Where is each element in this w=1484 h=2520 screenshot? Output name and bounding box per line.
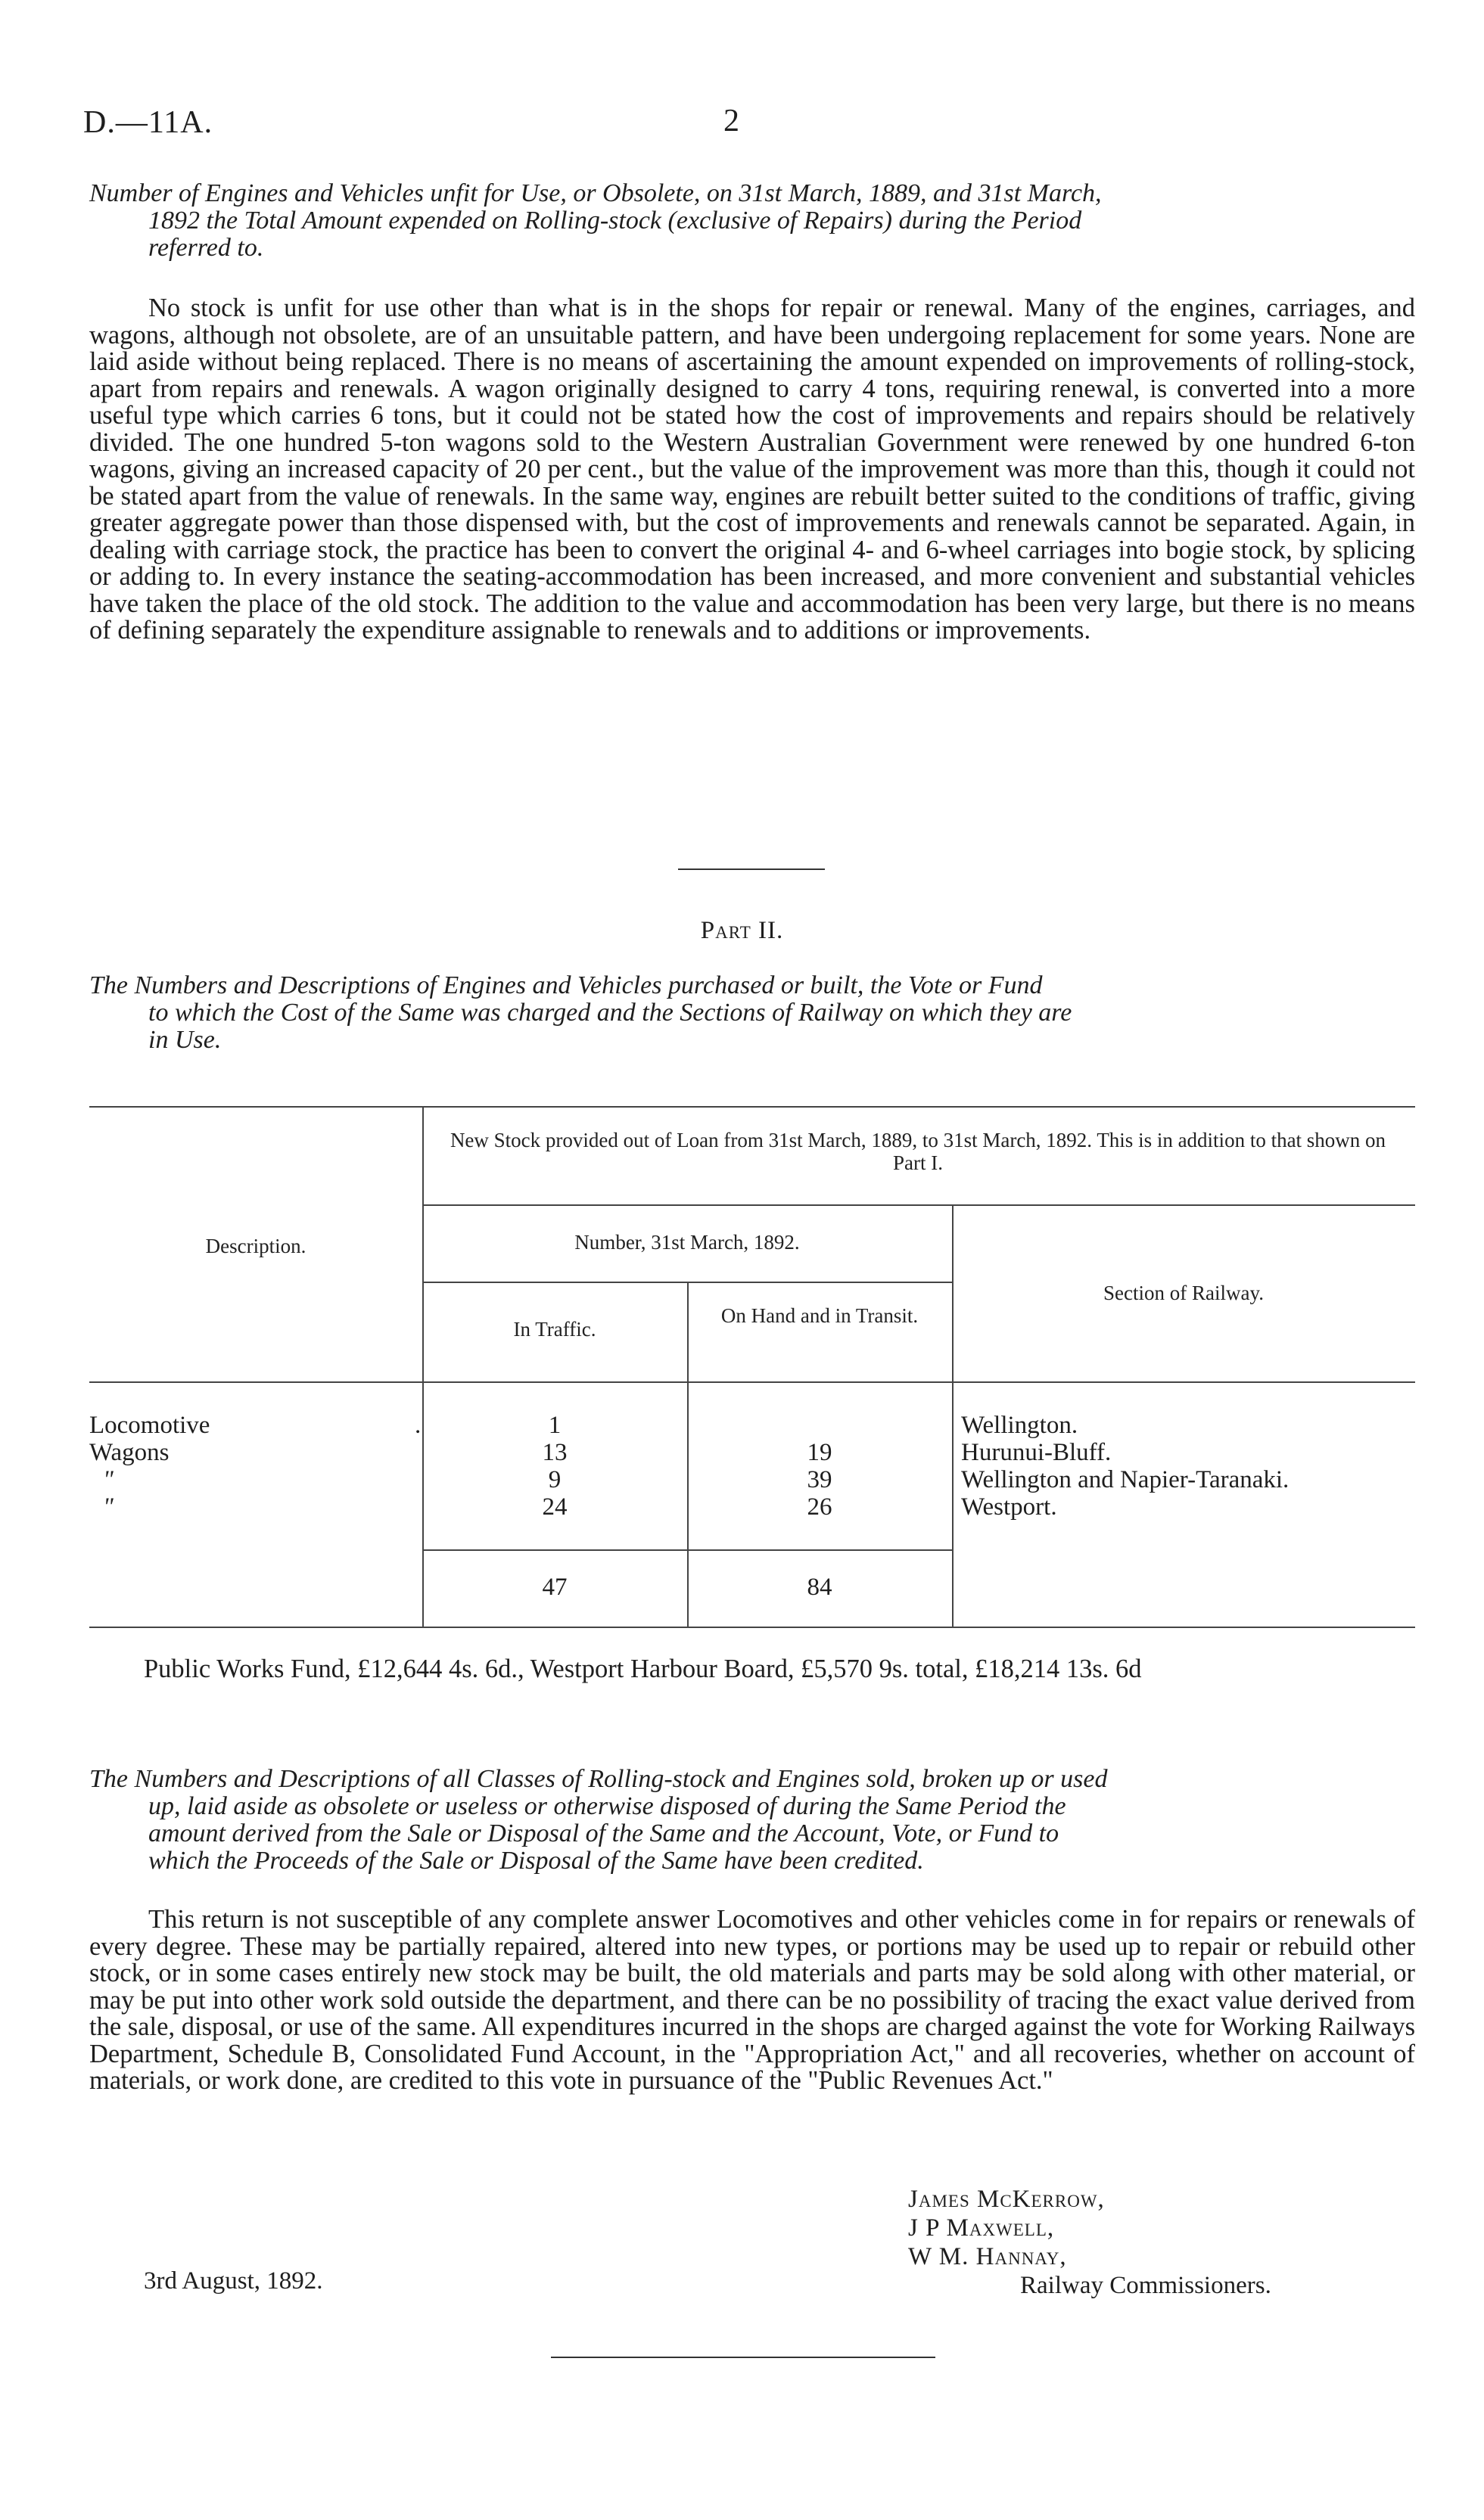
end-divider [551, 2357, 935, 2358]
row-on-hand: 26 [807, 1493, 832, 1521]
number-header: Number, 31st March, 1892. [574, 1231, 800, 1254]
divider [678, 868, 825, 870]
total-on-hand: 84 [807, 1574, 832, 1601]
heading-line: amount derived from the Sale or Disposal of the Same and the Account, Vote, or Fund to [148, 1819, 1059, 1847]
row-section: Wellington. [961, 1412, 1078, 1439]
signature-name: James McKerrow, [908, 2186, 1105, 2213]
signature-name: J P Maxwell, [908, 2214, 1055, 2242]
row-description: Wagons [89, 1439, 170, 1466]
heading-line: referred to. [148, 234, 264, 262]
row-section: Westport. [961, 1493, 1057, 1521]
group-header: New Stock provided out of Loan from 31st March, 1889, to 31st March, 1892. This is in addition to that shown on Part I. [450, 1129, 1386, 1174]
table-rule [89, 1381, 1415, 1383]
table-rule [422, 1106, 424, 1628]
row-description: Locomotive [89, 1412, 210, 1439]
table-rule [422, 1204, 1415, 1206]
section3-body: This return is not susceptible of any complete answer Locomotives and other vehicles come in for repairs or renewals of every degree. These may be partially repaired, altered into new types, or portions may be used up to repair or rebuild other stock, or in some cases entirely new stock may be built, the old materials and parts may be sold along with other material, or may be put into other work sold outside the department, and there can be no possibility of tracing the exact value derived from the sale, disposal, or use of the same. All expenditures incurred in the shops are charged against the vote for Working Railways Department, Schedule B, Consolidated Fund Account, in the "Appropriation Act," and all recoveries, whether on account of materials, or work done, are credited to this vote in pursuance of the "Public Revenues Act." [89, 1905, 1415, 2095]
section3-heading [89, 1766, 1410, 1875]
total-in-traffic: 47 [542, 1574, 568, 1601]
series-code: D.—11A. [83, 105, 213, 140]
signature-date: 3rd August, 1892. [144, 2267, 323, 2295]
row-in-traffic: 1 [548, 1412, 562, 1439]
heading-line: Number of Engines and Vehicles unfit for Use, or Obsolete, on 31st March, 1889, and 31st March, [89, 179, 1102, 207]
table-rule [89, 1106, 1415, 1108]
stock-table [89, 1106, 1415, 1628]
table-rule [952, 1204, 954, 1628]
section-header: Section of Railway. [1103, 1282, 1264, 1304]
funds-statement: Public Works Fund, £12,644 4s. 6d., Westport Harbour Board, £5,570 9s. total, £18,214 13s. 6d [144, 1655, 1142, 1683]
row-on-hand: 19 [807, 1439, 832, 1466]
table-rule [89, 1627, 1415, 1628]
part-title: Part II. [700, 917, 784, 944]
signature-title: Railway Commissioners. [1020, 2272, 1271, 2299]
heading-line: The Numbers and Descriptions of Engines and Vehicles purchased or built, the Vote or Fund [89, 971, 1043, 999]
row-description: " [103, 1493, 114, 1521]
heading-line: in Use. [148, 1026, 222, 1054]
row-section: Wellington and Napier-Taranaki. [961, 1466, 1290, 1493]
part2-heading [89, 972, 1410, 1054]
row-on-hand: 39 [807, 1466, 832, 1493]
row-in-traffic: 13 [542, 1439, 568, 1466]
heading-line: The Numbers and Descriptions of all Classes of Rolling-stock and Engines sold, broken up or used [89, 1765, 1108, 1793]
leader-dot: . [415, 1412, 422, 1439]
heading-line: up, laid aside as obsolete or useless or otherwise disposed of during the Same Period the [148, 1792, 1066, 1820]
row-section: Hurunui-Bluff. [961, 1439, 1112, 1466]
row-in-traffic: 9 [548, 1466, 562, 1493]
heading-line: to which the Cost of the Same was charged and the Sections of Railway on which they are [148, 999, 1072, 1027]
heading-line: 1892 the Total Amount expended on Rolling-stock (exclusive of Repairs) during the Period [148, 207, 1082, 235]
row-description: " [103, 1466, 114, 1493]
page-number: 2 [723, 104, 739, 138]
on-hand-header: On Hand and in Transit. [720, 1304, 919, 1327]
heading-line: which the Proceeds of the Sale or Disposal of the Same have been credited. [148, 1847, 924, 1875]
in-traffic-header: In Traffic. [513, 1318, 596, 1341]
row-in-traffic: 24 [542, 1493, 568, 1521]
description-header: Description. [205, 1235, 306, 1257]
section1-heading [89, 180, 1410, 262]
signature-name: W M. Hannay, [908, 2243, 1067, 2270]
section1-body: No stock is unfit for use other than what is in the shops for repair or renewal. Many of the engines, carriages, and wagons, although not obsolete, are of an unsuitable pattern, and have been undergoing replacement for some years. None are laid aside without being replaced. There is no means of ascertaining the amount expended on improvements of rolling-stock, apart from repairs and renewals. A wagon originally designed to carry 4 tons, requiring renewal, is converted into a more useful type which carries 6 tons, but it could not be stated how the cost of improvements and repairs should be relatively divided. The one hundred 5-ton wagons sold to the Western Australian Government were renewed by one hundred 6-ton wagons, giving an increased capacity of 20 per cent., but the value of the improvement was more than this, though it could not be stated apart from the value of renewals. In the same way, engines are rebuilt better suited to the conditions of traffic, giving greater aggregate power than those dispensed with, but the cost of improvements and renewals cannot be separated. Again, in dealing with carriage stock, the practice has been to convert the original 4- and 6-wheel carriages into bogie stock, by splicing or adding to. In every instance the seating-accommodation has been increased, and more convenient and substantial vehicles have taken the place of the old stock. The addition to the value and accommodation has been very large, but there is no means of defining separately the expenditure assignable to renewals and to additions or improvements. [89, 294, 1415, 645]
